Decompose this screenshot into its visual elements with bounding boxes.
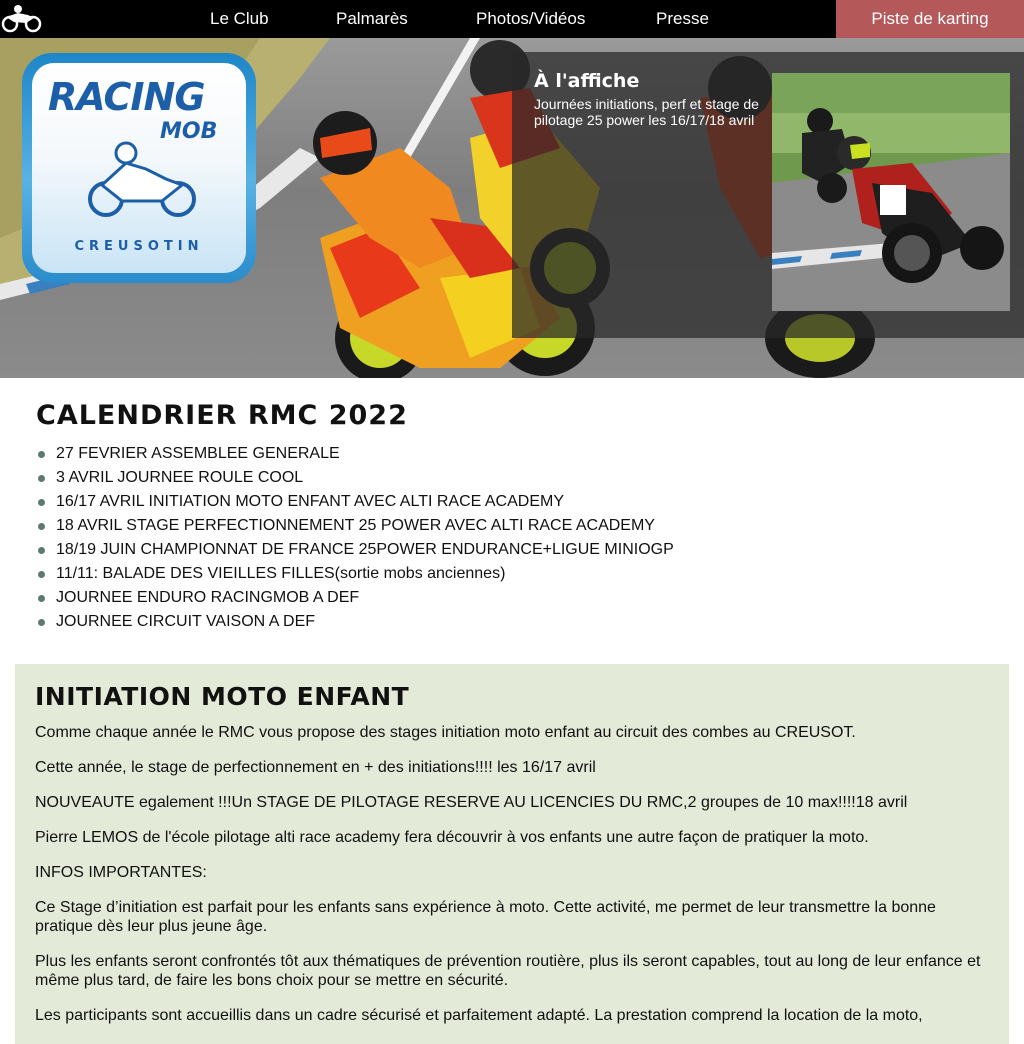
calendar-item: JOURNEE ENDURO RACINGMOB A DEF [36,586,996,610]
featured-photo[interactable] [772,73,1010,311]
hero-banner [0,38,1024,378]
initiation-paragraph: Les participants sont accueillis dans un cadre sécurisé et parfaitement adapté. La prestation comprend la location de la moto, [35,1007,923,1024]
calendar-item: 16/17 AVRIL INITIATION MOTO ENFANT AVEC ALTI RACE ACADEMY [36,490,996,514]
initiation-paragraph: Pierre LEMOS de l'école pilotage alti race academy fera découvrir à vos enfants une autre façon de pratiquer la moto. [35,829,869,846]
featured-photo-image [772,73,1010,311]
featured-text[interactable]: Journées initiations, perf et stage de pilotage 25 power les 16/17/18 avril [534,96,759,128]
featured-title: À l'affiche [534,70,640,92]
motorbike-icon[interactable] [0,3,44,33]
initiation-paragraph: Ce Stage d’initiation est parfait pour les enfants sans expérience à moto. Cette activité, me permet de leur transmettre la bonne pratique dès leur plus jeune âge. [35,899,936,935]
logo-text-mob: MOB [160,119,218,144]
calendar-item: 3 AVRIL JOURNEE ROULE COOL [36,466,996,490]
nav-item-presse[interactable]: Presse [656,9,709,28]
nav-item-palmares[interactable]: Palmarès [336,9,408,28]
initiation-paragraph: Cette année, le stage de perfectionnement en + des initiations!!!! les 16/17 avril [35,759,596,776]
top-nav [0,0,1024,38]
calendar-title: CALENDRIER RMC 2022 [36,400,408,431]
racing-mob-logo[interactable] [22,53,256,283]
nav-item-piste-de-karting[interactable]: Piste de karting [836,0,1024,38]
nav-item-photos-videos[interactable]: Photos/Vidéos [476,9,586,28]
calendar-list [36,442,996,634]
calendar-item: JOURNEE CIRCUIT VAISON A DEF [36,610,996,634]
logo-motorbike-icon [82,139,202,229]
featured-panel [512,52,1024,338]
calendar-item: 11/11: BALADE DES VIEILLES FILLES(sortie mobs anciennes) [36,562,996,586]
logo-text-racing: RACING [48,75,205,119]
logo-inner [32,63,246,273]
calendar-item: 27 FEVRIER ASSEMBLEE GENERALE [36,442,996,466]
initiation-paragraph: INFOS IMPORTANTES: [35,864,207,881]
initiation-section [15,664,1009,1044]
initiation-title: INITIATION MOTO ENFANT [35,682,410,711]
initiation-paragraph: Plus les enfants seront confrontés tôt aux thématiques de prévention routière, plus ils seront capables, tout au long de leur enfance et même plus tard, de faire les bons choix pour se mettre en sécurité. [35,953,981,989]
calendar-item: 18 AVRIL STAGE PERFECTIONNEMENT 25 POWER AVEC ALTI RACE ACADEMY [36,514,996,538]
calendar-item: 18/19 JUIN CHAMPIONNAT DE FRANCE 25POWER ENDURANCE+LIGUE MINIOGP [36,538,996,562]
initiation-paragraph: NOUVEAUTE egalement !!!Un STAGE DE PILOTAGE RESERVE AU LICENCIES DU RMC,2 groupes de 10 max!!!!18 avril [35,794,908,811]
logo-text-creusotin: CREUSOTIN [74,239,204,254]
nav-item-le-club[interactable]: Le Club [210,9,269,28]
initiation-paragraph: Comme chaque année le RMC vous propose des stages initiation moto enfant au circuit des combes au CREUSOT. [35,724,856,741]
calendar-section [36,400,996,634]
